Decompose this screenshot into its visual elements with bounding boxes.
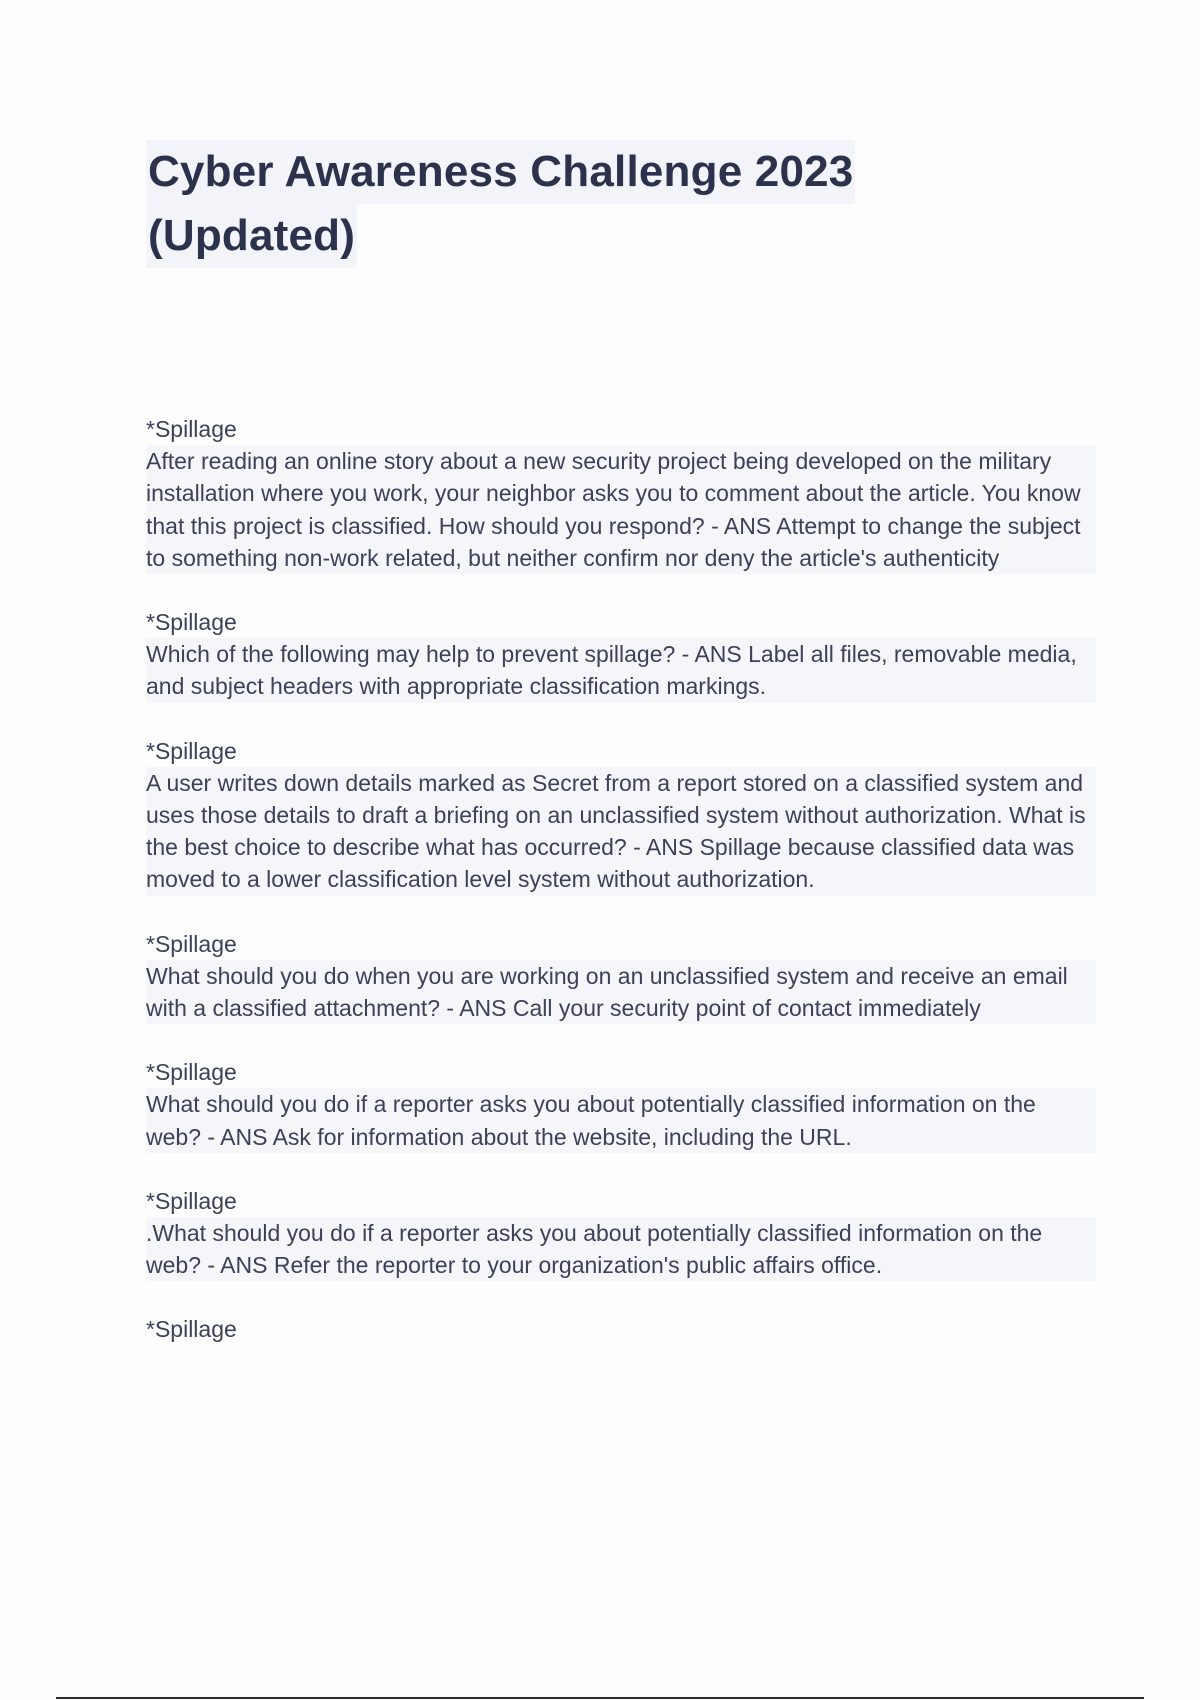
qa-entry [146,413,1096,574]
qa-list [146,413,1096,1378]
page-title [146,140,906,268]
entry-question-answer: What should you do when you are working on an unclassified system and receive an email with a classified attachment? - ANS Call your security point of contact immediately [146,960,1096,1024]
qa-entry [146,735,1096,896]
qa-entry [146,1313,1096,1345]
title-line-1: Cyber Awareness Challenge 2023 [146,140,855,204]
entry-question-answer: .What should you do if a reporter asks you about potentially classified information on the web? - ANS Refer the reporter to your organization's public affairs office. [146,1217,1096,1281]
entry-tag: *Spillage [146,1187,237,1214]
entry-tag: *Spillage [146,930,237,957]
qa-entry [146,1185,1096,1282]
entry-tag: *Spillage [146,609,237,636]
page-bottom-divider [56,1697,1144,1699]
entry-tag: *Spillage [146,416,237,442]
entry-question-answer: After reading an online story about a new security project being developed on the military installation where you work, your neighbor asks you to comment about the article. You know that this project is classified. How should you respond? - ANS Attempt to change the subject to something non-work related, but neither confirm nor deny the article's authenticity [146,445,1096,574]
entry-tag: *Spillage [146,1059,237,1086]
title-line-2: (Updated) [146,204,357,268]
qa-entry [146,928,1096,1025]
entry-question-answer: Which of the following may help to prevent spillage? - ANS Label all files, removable media, and subject headers with appropriate classification markings. [146,638,1096,702]
qa-entry [146,1056,1096,1153]
qa-entry [146,606,1096,703]
entry-question-answer: What should you do if a reporter asks you about potentially classified information on the web? - ANS Ask for information about the website, including the URL. [146,1088,1096,1152]
entry-tag: *Spillage [146,1316,237,1343]
entry-tag: *Spillage [146,737,237,764]
entry-question-answer: A user writes down details marked as Secret from a report stored on a classified system and uses those details to draft a briefing on an unclassified system without authorization. What is the best choice to describe what has occurred? - ANS Spillage because classified data was moved to a lower classification level system without authorization. [146,767,1096,896]
